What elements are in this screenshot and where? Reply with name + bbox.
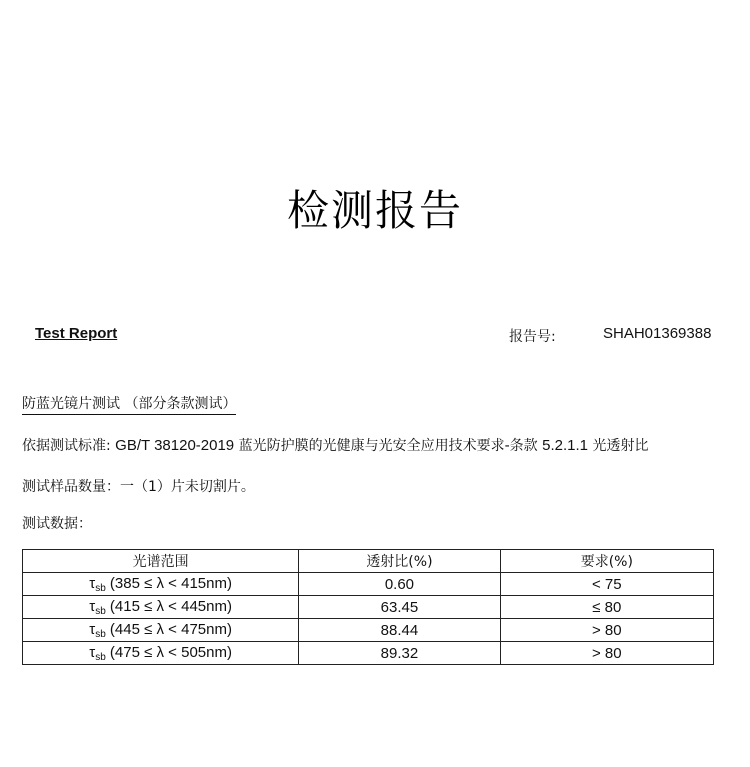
range-cell <box>23 642 299 665</box>
requirement-cell: ≤ 80 <box>500 596 713 619</box>
tau-subscript: sb <box>95 628 106 640</box>
range-cell <box>23 573 299 596</box>
test-data-label: 测试数据： <box>22 516 92 532</box>
sample-quantity: 测试样品数量：一（1）片未切割片。 <box>22 479 255 495</box>
report-number-label: 报告号: <box>509 329 556 345</box>
test-standard-clause-name: 光透射比 <box>592 438 649 454</box>
test-standard-label: 依据测试标准: <box>22 438 111 454</box>
tau-symbol: τ <box>89 643 96 661</box>
report-number: SHAH01369388 <box>603 325 712 342</box>
header-requirement: 要求(%) <box>500 550 713 573</box>
requirement-cell: < 75 <box>500 573 713 596</box>
range-cell <box>23 596 299 619</box>
test-standard-code: GB/T 38120-2019 <box>115 437 235 454</box>
range-text: (385 ≤ λ < 415nm) <box>109 574 232 592</box>
test-standard-name: 蓝光防护膜的光健康与光安全应用技术要求-条款 <box>238 438 538 454</box>
test-standard-clause: 5.2.1.1 <box>542 437 588 454</box>
tau-symbol: τ <box>89 574 96 592</box>
page-title: 检测报告 <box>286 186 463 235</box>
header-transmittance: 透射比(%) <box>299 550 500 573</box>
table-header-row <box>23 550 714 573</box>
tau-subscript: sb <box>95 582 106 594</box>
table-row <box>23 619 714 642</box>
transmittance-cell: 89.32 <box>299 642 500 665</box>
range-text: (415 ≤ λ < 445nm) <box>109 597 232 615</box>
transmittance-cell: 88.44 <box>299 619 500 642</box>
tau-subscript: sb <box>95 651 106 663</box>
transmittance-cell: 63.45 <box>299 596 500 619</box>
results-table <box>22 549 714 665</box>
table-row <box>23 642 714 665</box>
tau-symbol: τ <box>89 597 96 615</box>
table-row <box>23 573 714 596</box>
transmittance-cell: 0.60 <box>299 573 500 596</box>
tau-symbol: τ <box>89 620 96 638</box>
report-label: Test Report <box>35 325 118 342</box>
tau-subscript: sb <box>95 605 106 617</box>
table-row <box>23 596 714 619</box>
requirement-cell: > 80 <box>500 619 713 642</box>
range-text: (445 ≤ λ < 475nm) <box>109 620 232 638</box>
header-spectral-range: 光谱范围 <box>23 550 299 573</box>
requirement-cell: > 80 <box>500 642 713 665</box>
range-cell <box>23 619 299 642</box>
range-text: (475 ≤ λ < 505nm) <box>109 643 232 661</box>
section-title: 防蓝光镜片测试 （部分条款测试） <box>22 393 236 415</box>
test-standard-line <box>22 435 648 455</box>
